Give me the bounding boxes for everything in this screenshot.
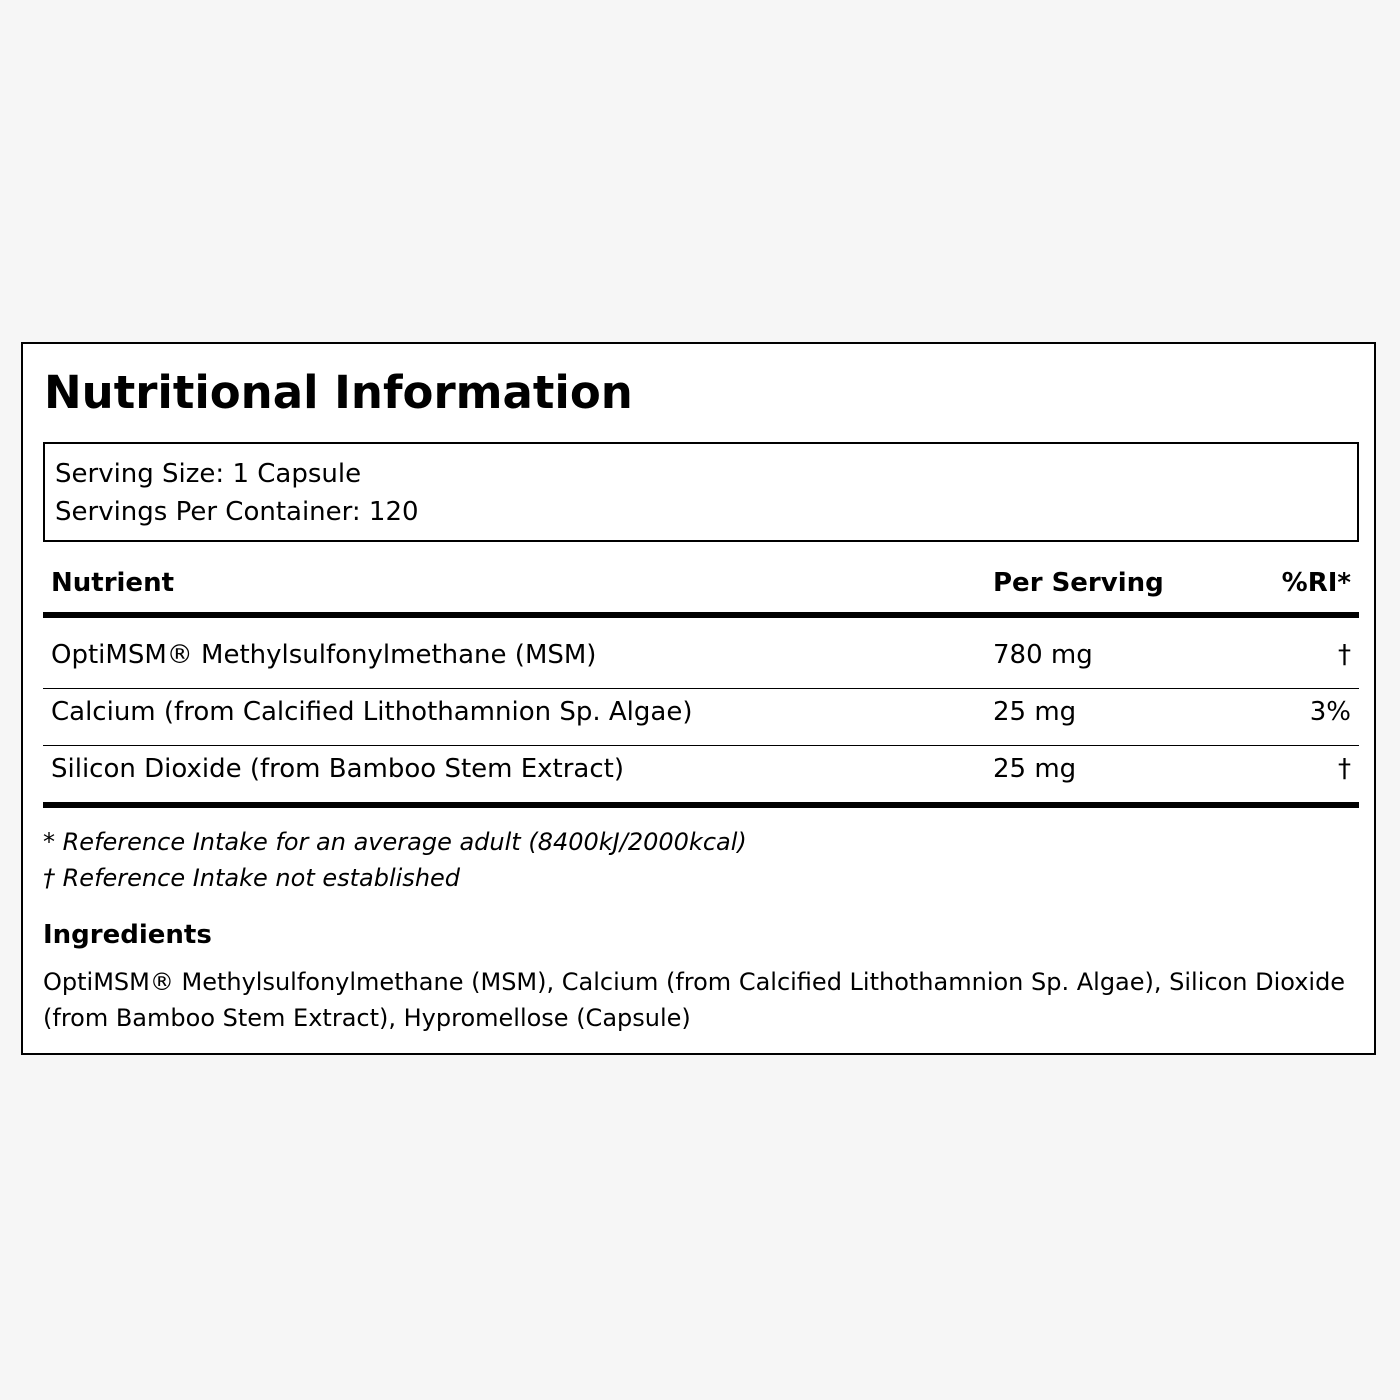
footnote-not-established: † Reference Intake not established (43, 864, 461, 892)
nutrient-ri: † (1338, 754, 1351, 784)
table-row (43, 632, 1359, 689)
nutrient-name: Silicon Dioxide (from Bamboo Stem Extract) (51, 754, 624, 784)
nutrition-panel (21, 342, 1376, 1055)
nutrient-per-serving: 25 mg (993, 697, 1077, 727)
footnote-reference-intake: * Reference Intake for an average adult (8400kJ/2000kcal) (43, 828, 747, 856)
nutrient-name: OptiMSM® Methylsulfonylmethane (MSM) (51, 640, 597, 670)
nutrient-ri: 3% (1309, 697, 1351, 727)
ingredients-heading: Ingredients (43, 920, 212, 950)
servings-per-container: Servings Per Container: 120 (55, 497, 419, 527)
serving-info-box (43, 442, 1359, 542)
header-per-serving: Per Serving (993, 568, 1164, 598)
table-row (43, 689, 1359, 746)
serving-size: Serving Size: 1 Capsule (55, 459, 362, 489)
nutrient-ri: † (1338, 640, 1351, 670)
header-nutrient: Nutrient (51, 568, 175, 598)
table-row (43, 746, 1359, 808)
nutrient-table (43, 562, 1359, 808)
page-title: Nutritional Information (44, 366, 633, 419)
nutrient-per-serving: 780 mg (993, 640, 1093, 670)
table-header (43, 562, 1359, 618)
footnotes (43, 824, 747, 896)
nutrient-name: Calcium (from Calcified Lithothamnion Sp. Algae) (51, 697, 693, 727)
header-ri: %RI* (1281, 568, 1351, 598)
nutrient-per-serving: 25 mg (993, 754, 1077, 784)
ingredients-text: OptiMSM® Methylsulfonylmethane (MSM), Calcium (from Calcified Lithothamnion Sp. Algae), Silicon Dioxide (from Bamboo Stem Extract), Hypromellose (Capsule) (43, 968, 1346, 1032)
